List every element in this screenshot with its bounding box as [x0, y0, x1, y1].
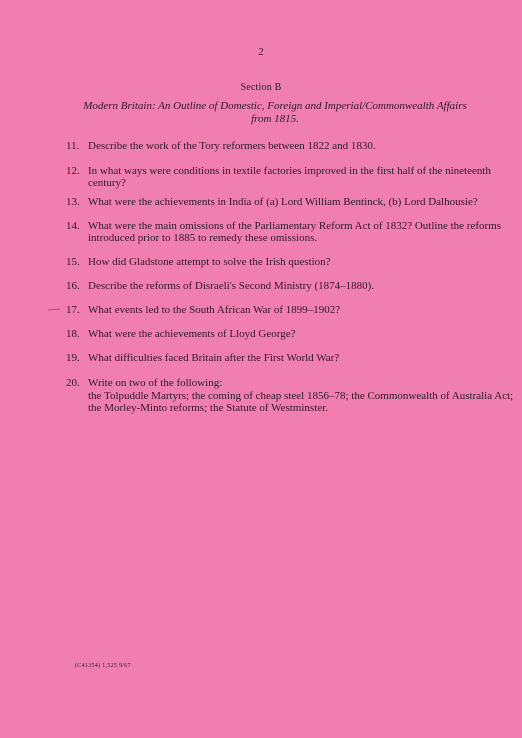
pen-tick-mark — [48, 308, 60, 310]
page-number: 2 — [258, 46, 264, 58]
question-number: 19. — [66, 352, 80, 364]
question-number: 14. — [66, 220, 80, 232]
question-number: 17. — [66, 304, 80, 316]
print-code: (C41354) 1,525 9/67 — [75, 663, 131, 669]
question-text: What were the achievements of Lloyd George? — [88, 328, 296, 340]
question-text: Describe the reforms of Disraeli's Second Ministry (1874–1880). — [88, 280, 375, 292]
question-number: 13. — [66, 196, 80, 208]
question-text: In what ways were conditions in textile factories improved in the first half of the nineteenth century? — [88, 165, 491, 189]
question-text: What difficulties faced Britain after the First World War? — [88, 352, 340, 364]
question-text: What events led to the South African War of 1899–1902? — [88, 304, 341, 316]
section-heading: Section B — [240, 82, 282, 93]
question-number: 12. — [66, 165, 80, 177]
subtitle-line-1: Modern Britain: An Outline of Domestic, Foreign and Imperial/Commonwealth Affairs — [83, 100, 467, 112]
question-number: 16. — [66, 280, 80, 292]
question-text: Describe the work of the Tory reformers between 1822 and 1830. — [88, 140, 376, 152]
question-text: How did Gladstone attempt to solve the Irish question? — [88, 256, 331, 268]
question-text: What were the main omissions of the Parliamentary Reform Act of 1832? Outline the reforms introduced prior to 1885 to remedy these omissions. — [88, 220, 501, 244]
question-options: the Tolpuddle Martyrs; the coming of cheap steel 1856–78; the Commonwealth of Australia Act; the Morley-Minto reforms; the Statute of Westminster. — [88, 390, 514, 414]
question-number: 11. — [66, 140, 80, 152]
subtitle-line-2: from 1815. — [251, 113, 299, 125]
section-subtitle — [60, 100, 490, 126]
question-number: 15. — [66, 256, 80, 268]
question-number: 20. — [66, 377, 80, 389]
question-text: Write on two of the following: — [88, 377, 223, 389]
question-number: 18. — [66, 328, 80, 340]
question-text: What were the achievements in India of (a) Lord William Bentinck, (b) Lord Dalhousie? — [88, 196, 478, 208]
